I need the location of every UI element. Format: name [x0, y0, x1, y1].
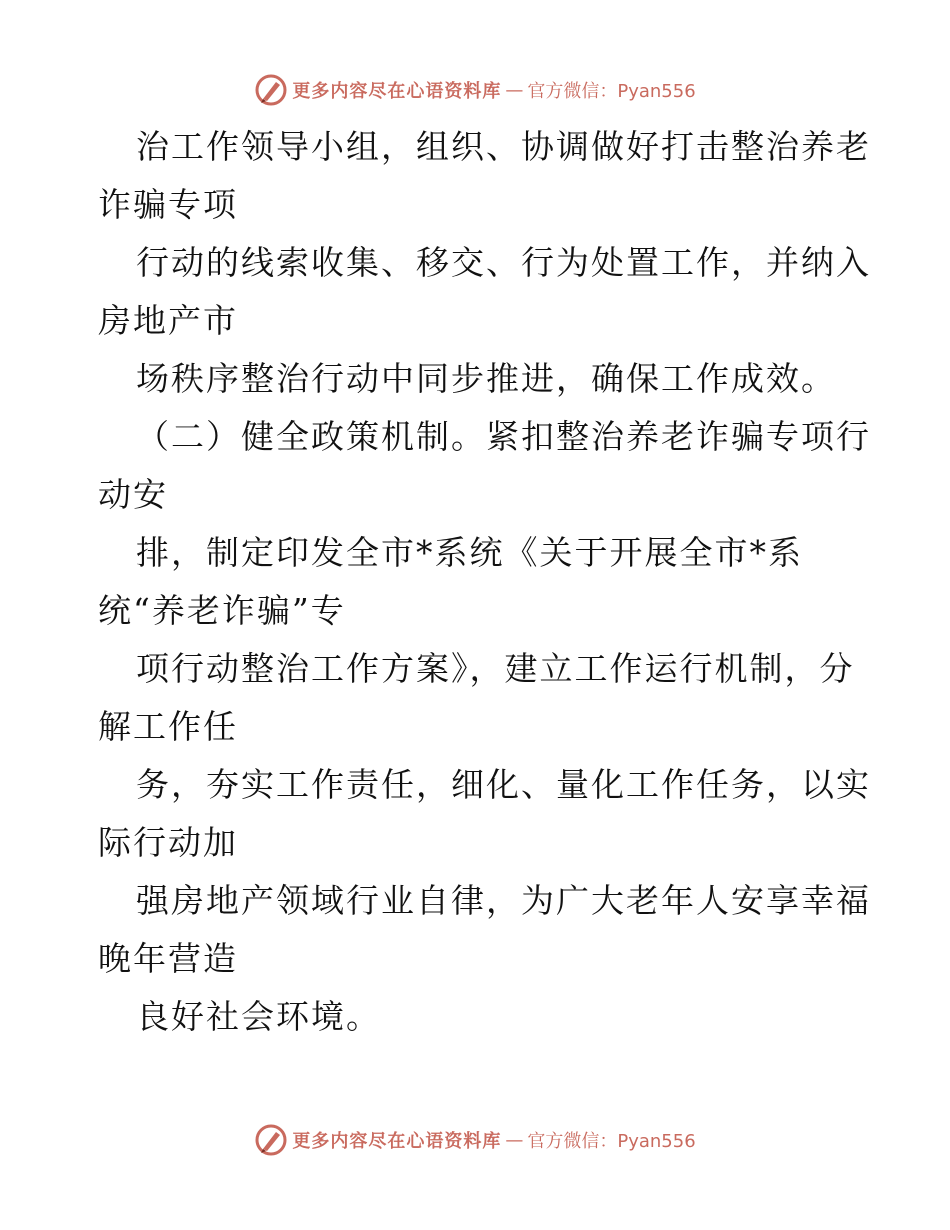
text-line: 动安 — [98, 475, 168, 514]
banner-wechat: 官方微信：Pyan556 — [527, 81, 696, 102]
pen-logo-icon — [254, 1123, 288, 1157]
text-line: 务，夯实工作责任，细化、量化工作任务，以实 — [136, 765, 871, 804]
text-line: 诈骗专项 — [98, 185, 238, 224]
banner-wechat: 官方微信：Pyan556 — [527, 1131, 696, 1152]
text-line: 际行动加 — [98, 823, 238, 862]
text-line: 解工作任 — [98, 707, 238, 746]
banner-title: 更多内容尽在心语资料库 — [292, 81, 502, 102]
text-line: 强房地产领域行业自律，为广大老年人安享幸福 — [136, 881, 871, 920]
text-line: 排，制定印发全市*系统《关于开展全市*系 — [136, 533, 803, 572]
text-line: （二）健全政策机制。紧扣整治养老诈骗专项行 — [136, 417, 871, 456]
document-body — [98, 118, 871, 1046]
text-line: 场秩序整治行动中同步推进，确保工作成效。 — [136, 359, 836, 398]
text-line: 治工作领导小组，组织、协调做好打击整治养老 — [136, 127, 871, 166]
pen-logo-icon — [254, 73, 288, 107]
header-banner — [0, 70, 950, 110]
banner-separator: — — [505, 79, 524, 101]
footer-banner — [0, 1120, 950, 1160]
banner-title: 更多内容尽在心语资料库 — [292, 1131, 502, 1152]
text-line: 房地产市 — [98, 301, 238, 340]
text-line: 晚年营造 — [98, 939, 238, 978]
banner-separator: — — [505, 1129, 524, 1151]
text-line: 良好社会环境。 — [136, 997, 381, 1036]
text-line: 统“养老诈骗”专 — [98, 591, 346, 630]
text-line: 项行动整治工作方案》，建立工作运行机制，分 — [136, 649, 855, 688]
text-line: 行动的线索收集、移交、行为处置工作，并纳入 — [136, 243, 871, 282]
